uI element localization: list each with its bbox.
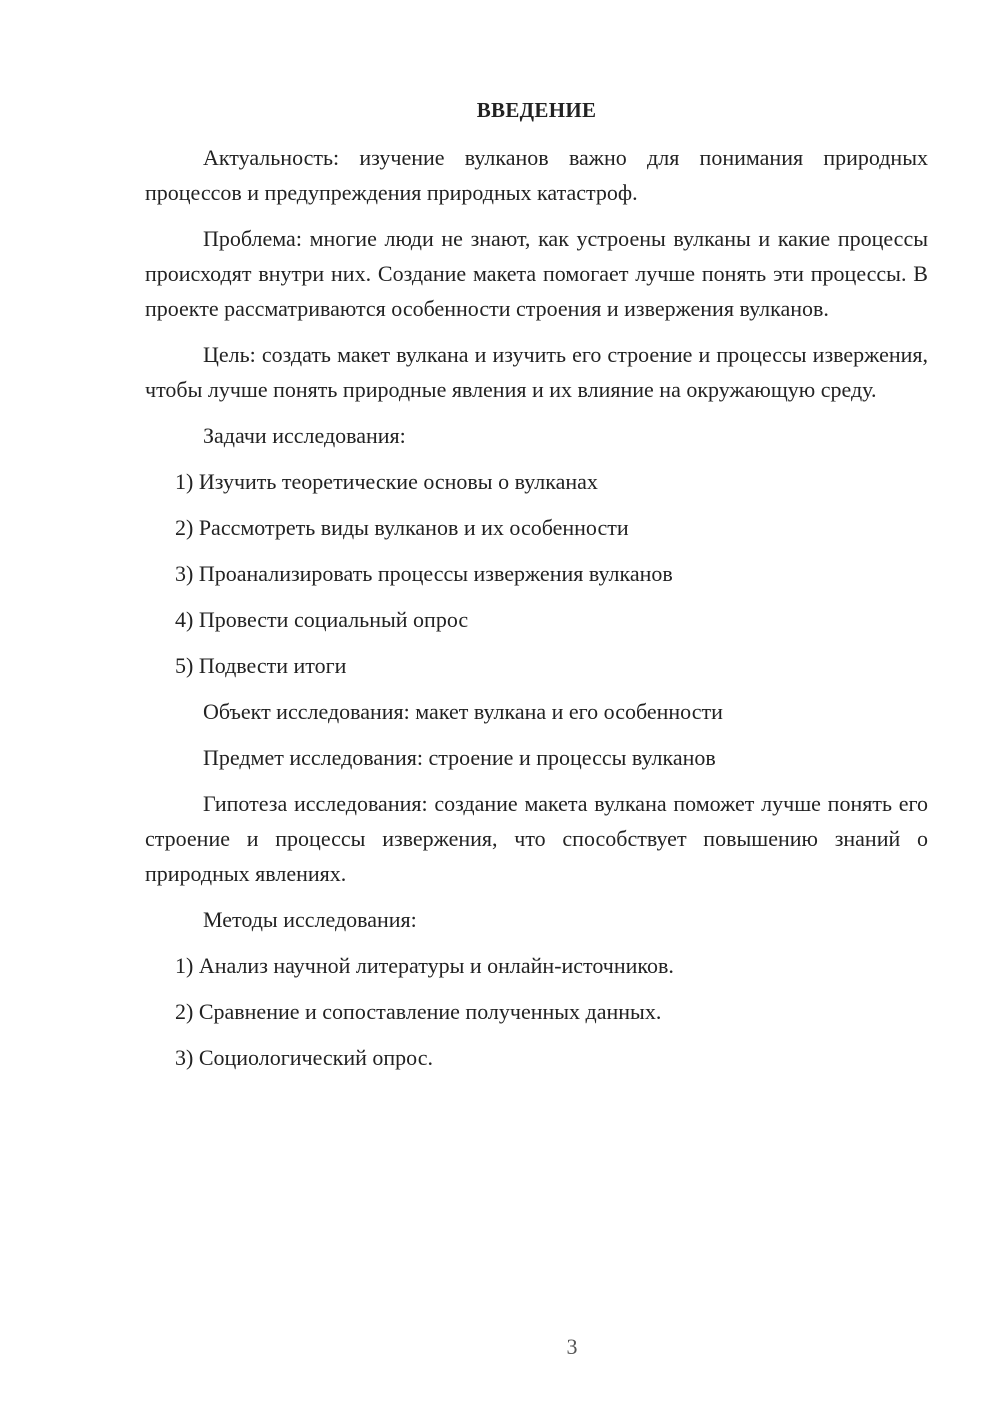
method-item-3: 3) Социологический опрос. [175, 1045, 433, 1070]
page-content [145, 96, 928, 1086]
relevance-paragraph: Актуальность: изучение вулканов важно для понимания природных процессов и предупреждения природных катастроф. [145, 145, 928, 205]
task-item-3: 3) Проанализировать процессы извержения вулканов [175, 561, 673, 586]
task-item-2: 2) Рассмотреть виды вулканов и их особенности [175, 515, 629, 540]
method-item-2: 2) Сравнение и сопоставление полученных данных. [175, 999, 662, 1024]
method-item-1: 1) Анализ научной литературы и онлайн-источников. [175, 953, 674, 978]
task-item-4: 4) Провести социальный опрос [175, 607, 469, 632]
task-item-5: 5) Подвести итоги [175, 653, 347, 678]
tasks-heading: Задачи исследования: [203, 423, 406, 448]
goal-paragraph: Цель: создать макет вулкана и изучить его строение и процессы извержения, чтобы лучше понять природные явления и их влияние на окружающую среду. [145, 342, 928, 402]
page-number: 3 [566, 1334, 578, 1359]
object-paragraph: Объект исследования: макет вулкана и его особенности [203, 699, 723, 724]
task-item-1: 1) Изучить теоретические основы о вулканах [175, 469, 598, 494]
section-title: ВВЕДЕНИЕ [476, 98, 597, 122]
problem-paragraph: Проблема: многие люди не знают, как устроены вулканы и какие процессы происходят внутри них. Создание макета помогает лучше понять эти процессы. В проекте рассматриваются особенности строения и извержения вулканов. [145, 226, 928, 321]
methods-heading: Методы исследования: [203, 907, 417, 932]
subject-paragraph: Предмет исследования: строение и процессы вулканов [203, 745, 716, 770]
hypothesis-paragraph: Гипотеза исследования: создание макета вулкана поможет лучше понять его строение и процессы извержения, что способствует повышению знаний о природных явлениях. [145, 791, 928, 886]
